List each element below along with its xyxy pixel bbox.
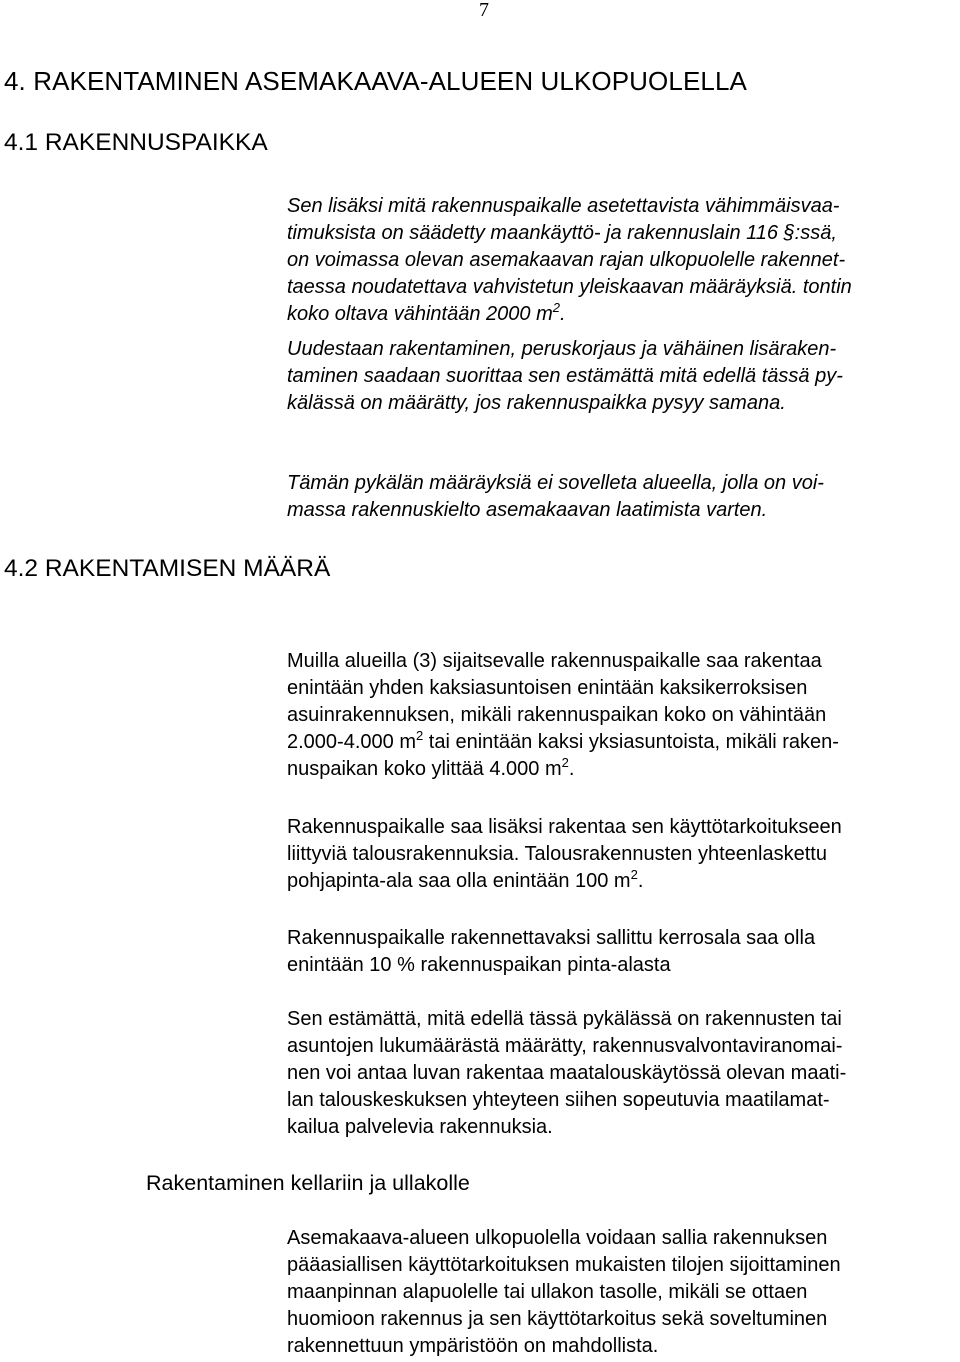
paragraph-floor-area: Rakennuspaikalle rakennettavaksi sallittu kerrosala saa olla enintään 10 % rakennuspaikan pinta-alasta: [287, 927, 816, 976]
paragraph-basement-attic: Asemakaava-alueen ulkopuolella voidaan sallia rakennuksen pääasiallisen käyttötarkoituksen mukaisten tilojen sijoittaminen maanpinnan alapuolelle tai ullakon tasolle, mikäli se ottaen huomioon rakennus ja sen käyttötarkoitus sekä soveltuminen rakennettuun ympäristöön on mahdollista.: [287, 1227, 841, 1357]
chapter-heading: 4. RAKENTAMINEN ASEMAKAAVA-ALUEEN ULKOPUOLELLA: [4, 66, 747, 96]
paragraph-residential-building: Muilla alueilla (3) sijaitsevalle rakennuspaikalle saa rakentaa enintään yhden kaksiasuntoisen enintään kaksikerroksisen asuinrakennuksen, mikäli rakennuspaikan koko on vähintään 2.000-4.000 $m^2$ tai enintään kaksi yksiasuntoista, mikäli raken- nuspaikan koko ylittää 4.000 $m^2$.: [287, 650, 839, 780]
section-heading-rakennuspaikka: 4.1 RAKENNUSPAIKKA: [4, 129, 268, 156]
paragraph-renovation: Uudestaan rakentaminen, peruskorjaus ja vähäinen lisäraken- taminen saadaan suorittaa sen estämättä mitä edellä tässä py- kälässä on määrätty, jos rakennuspaikka pysyy samana.: [287, 338, 843, 414]
page-number: 7: [479, 0, 489, 21]
section-heading-basement-attic: Rakentaminen kellariin ja ullakolle: [146, 1171, 470, 1195]
paragraph-farm-tourism: Sen estämättä, mitä edellä tässä pykälässä on rakennusten tai asuntojen lukumäärästä määrätty, rakennusvalvontaviranomai- nen voi antaa luvan rakentaa maatalouskäytössä olevan maati- lan talouskeskuksen yhteyteen siihen sopeutuvia maatilamat- kailua palvelevia rakennuksia.: [287, 1008, 847, 1138]
paragraph-exception: Tämän pykälän määräyksiä ei sovelleta alueella, jolla on voi- massa rakennuskielto asemakaavan laatimista varten.: [287, 472, 824, 521]
paragraph-minimum-requirements: Sen lisäksi mitä rakennuspaikalle asetettavista vähimmäisvaa- timuksista on säädetty maankäyttö- ja rakennuslain 116 §:ssä, on voimassa olevan asemakaavan rajan ulkopuolelle rakennet- taessa noudatettava vahvistetun yleiskaavan määräyksiä. tontin koko oltava vähintään 2000 $m^2$.: [287, 195, 852, 325]
section-heading-rakentamisen-maara: 4.2 RAKENTAMISEN MÄÄRÄ: [4, 555, 331, 582]
paragraph-outbuildings: Rakennuspaikalle saa lisäksi rakentaa sen käyttötarkoitukseen liittyviä talousrakennuksia. Talousrakennusten yhteenlaskettu pohjapinta-ala saa olla enintään 100 $m^2$.: [287, 816, 842, 892]
